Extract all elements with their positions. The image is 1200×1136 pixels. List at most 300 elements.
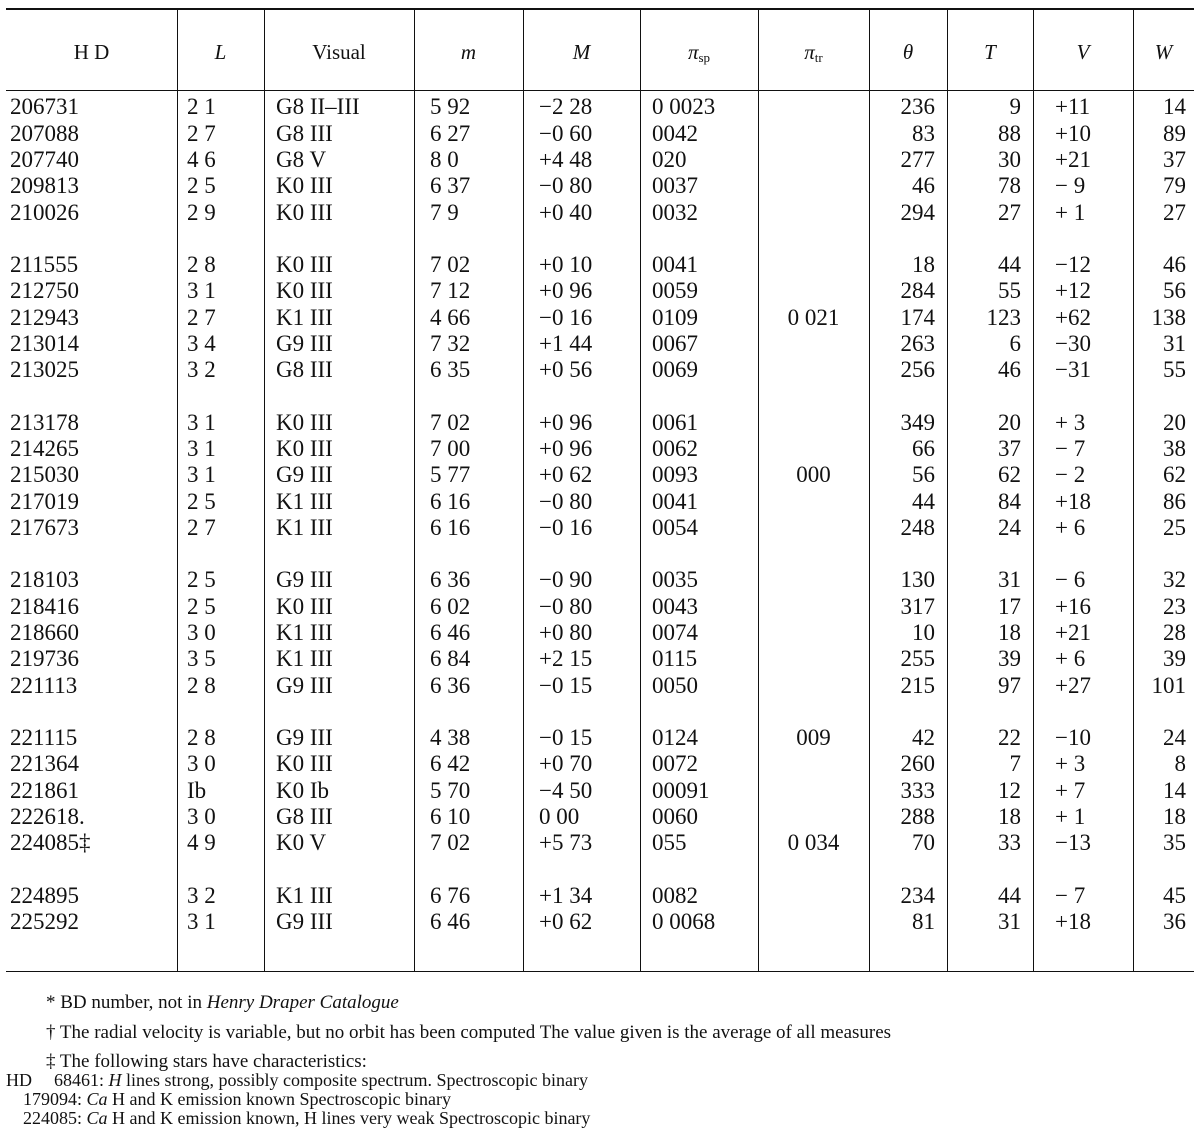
v-velocity-cell: − 2	[1055, 462, 1086, 488]
luminosity-class-cell: 3 5	[187, 646, 216, 672]
luminosity-class-cell: 3 0	[187, 620, 216, 646]
apparent-magnitude-cell: 6 42	[430, 751, 471, 777]
v-velocity-cell: + 7	[1055, 777, 1086, 803]
header-hd: H D	[73, 40, 110, 64]
visual-spectrum-cell: K0 III	[276, 593, 333, 619]
absolute-magnitude-cell: 0 00	[539, 804, 580, 830]
group-spacer	[6, 857, 1194, 883]
footnote-dagger: † The radial velocity is variable, but no orbit has been computed The value given is the average of all measures	[46, 1022, 892, 1043]
w-velocity-cell: 24	[1163, 725, 1186, 751]
absolute-magnitude-cell: +1 34	[539, 882, 593, 908]
hd-number-cell: 222618.	[10, 804, 85, 830]
absolute-magnitude-cell: −0 16	[539, 304, 593, 330]
trigonometric-parallax-cell	[758, 778, 869, 804]
theta-cell: 294	[900, 199, 935, 225]
header-m-apparent: m	[460, 40, 477, 64]
t-velocity-cell: 78	[998, 173, 1021, 199]
theta-cell: 46	[912, 173, 935, 199]
spectroscopic-parallax-cell: 0037	[652, 173, 698, 199]
spectroscopic-parallax-cell: 0109	[652, 304, 698, 330]
v-velocity-cell: + 3	[1055, 751, 1086, 777]
theta-cell: 255	[900, 646, 935, 672]
w-velocity-cell: 20	[1163, 409, 1186, 435]
spectroscopic-parallax-cell: 0069	[652, 357, 698, 383]
table-row	[6, 199, 1194, 225]
v-velocity-cell: + 6	[1055, 514, 1086, 540]
visual-spectrum-cell: K1 III	[276, 882, 333, 908]
luminosity-class-cell: 2 7	[187, 304, 216, 330]
absolute-magnitude-cell: +1 44	[539, 330, 593, 356]
spectroscopic-parallax-cell: 0060	[652, 804, 698, 830]
hd-number-cell: 218660	[10, 620, 79, 646]
apparent-magnitude-cell: 5 77	[430, 462, 471, 488]
theta-cell: 349	[900, 409, 935, 435]
luminosity-class-cell: 4 9	[187, 830, 216, 856]
theta-cell: 44	[912, 488, 935, 514]
absolute-magnitude-cell: +0 96	[539, 409, 593, 435]
apparent-magnitude-cell: 6 37	[430, 173, 471, 199]
w-velocity-cell: 46	[1163, 251, 1186, 277]
w-velocity-cell: 45	[1163, 882, 1186, 908]
theta-cell: 42	[912, 725, 935, 751]
t-velocity-cell: 46	[998, 357, 1021, 383]
visual-spectrum-cell: K1 III	[276, 514, 333, 540]
w-velocity-cell: 35	[1163, 830, 1186, 856]
trigonometric-parallax-cell	[758, 436, 869, 462]
hd-number-cell: 213014	[10, 330, 79, 356]
apparent-magnitude-cell: 7 12	[430, 278, 471, 304]
luminosity-class-cell: Ib	[187, 777, 207, 803]
visual-spectrum-cell: K0 Ib	[276, 777, 330, 803]
spectroscopic-parallax-cell: 0074	[652, 620, 698, 646]
apparent-magnitude-cell: 7 00	[430, 435, 471, 461]
table-row	[6, 567, 1194, 593]
group-spacer	[6, 541, 1194, 567]
table-row	[6, 252, 1194, 278]
v-velocity-cell: +10	[1055, 120, 1091, 146]
hd-number-cell: 217673	[10, 514, 79, 540]
absolute-magnitude-cell: −0 60	[539, 120, 593, 146]
group-spacer	[6, 383, 1194, 409]
t-velocity-cell: 44	[998, 882, 1021, 908]
hd-number-cell: 221364	[10, 751, 79, 777]
apparent-magnitude-cell: 7 02	[430, 830, 471, 856]
trigonometric-parallax-cell	[758, 252, 869, 278]
table-row	[6, 646, 1194, 672]
trigonometric-parallax-cell: 0 034	[787, 830, 840, 856]
spectroscopic-parallax-cell: 0 0068	[652, 909, 716, 935]
visual-spectrum-cell: K1 III	[276, 488, 333, 514]
trigonometric-parallax-cell	[758, 120, 869, 146]
v-velocity-cell: + 6	[1055, 646, 1086, 672]
table-row	[6, 515, 1194, 541]
theta-cell: 333	[900, 777, 935, 803]
spectroscopic-parallax-cell: 0082	[652, 882, 698, 908]
absolute-magnitude-cell: +2 15	[539, 646, 593, 672]
theta-cell: 260	[900, 751, 935, 777]
table-row	[6, 278, 1194, 304]
luminosity-class-cell: 4 6	[187, 146, 216, 172]
header-theta: θ	[902, 40, 914, 64]
t-velocity-cell: 22	[998, 725, 1021, 751]
header-m-absolute: M	[572, 40, 591, 64]
absolute-magnitude-cell: −0 90	[539, 567, 593, 593]
header-pi-tr: $\pi_{tr}$	[804, 40, 823, 65]
spectroscopic-parallax-cell: 0032	[652, 199, 698, 225]
w-velocity-cell: 56	[1163, 278, 1186, 304]
hd-number-cell: 209813	[10, 173, 79, 199]
hd-number-cell: 214265	[10, 435, 79, 461]
trigonometric-parallax-cell	[758, 331, 869, 357]
visual-spectrum-cell: K0 III	[276, 199, 333, 225]
t-velocity-cell: 39	[998, 646, 1021, 672]
absolute-magnitude-cell: −0 80	[539, 173, 593, 199]
t-velocity-cell: 88	[998, 120, 1021, 146]
w-velocity-cell: 32	[1163, 567, 1186, 593]
spectroscopic-parallax-cell: 0115	[652, 646, 698, 672]
star-data-table	[6, 94, 1194, 935]
absolute-magnitude-cell: −0 15	[539, 725, 593, 751]
table-row	[6, 147, 1194, 173]
apparent-magnitude-cell: 6 84	[430, 646, 471, 672]
hd-number-cell: 218416	[10, 593, 79, 619]
w-velocity-cell: 138	[1151, 304, 1186, 330]
spectroscopic-parallax-cell: 0072	[652, 751, 698, 777]
t-velocity-cell: 12	[998, 777, 1021, 803]
v-velocity-cell: −13	[1055, 830, 1091, 856]
v-velocity-cell: +12	[1055, 278, 1091, 304]
spectroscopic-parallax-cell: 0054	[652, 514, 698, 540]
v-velocity-cell: − 7	[1055, 435, 1086, 461]
w-velocity-cell: 62	[1163, 462, 1186, 488]
theta-cell: 234	[900, 882, 935, 908]
theta-cell: 215	[900, 672, 935, 698]
visual-spectrum-cell: K1 III	[276, 646, 333, 672]
table-row	[6, 725, 1194, 751]
apparent-magnitude-cell: 4 66	[430, 304, 471, 330]
spectroscopic-parallax-cell: 0067	[652, 330, 698, 356]
visual-spectrum-cell: G9 III	[276, 672, 333, 698]
t-velocity-cell: 7	[1009, 751, 1021, 777]
luminosity-class-cell: 2 1	[187, 94, 216, 120]
trigonometric-parallax-cell: 0 021	[787, 304, 840, 330]
visual-spectrum-cell: G9 III	[276, 725, 333, 751]
apparent-magnitude-cell: 6 16	[430, 514, 471, 540]
apparent-magnitude-cell: 7 02	[430, 251, 471, 277]
table-row	[6, 462, 1194, 488]
trigonometric-parallax-cell	[758, 751, 869, 777]
visual-spectrum-cell: K0 III	[276, 751, 333, 777]
luminosity-class-cell: 2 9	[187, 199, 216, 225]
luminosity-class-cell: 3 1	[187, 909, 216, 935]
w-velocity-cell: 89	[1163, 120, 1186, 146]
apparent-magnitude-cell: 5 70	[430, 777, 471, 803]
w-velocity-cell: 23	[1163, 593, 1186, 619]
header-w: W	[1154, 40, 1173, 64]
v-velocity-cell: + 3	[1055, 409, 1086, 435]
apparent-magnitude-cell: 4 38	[430, 725, 471, 751]
w-velocity-cell: 37	[1163, 146, 1186, 172]
theta-cell: 277	[900, 146, 935, 172]
table-row	[6, 304, 1194, 330]
w-velocity-cell: 79	[1163, 173, 1186, 199]
hd-number-cell: 219736	[10, 646, 79, 672]
spectroscopic-parallax-cell: 0043	[652, 593, 698, 619]
trigonometric-parallax-cell: 009	[796, 725, 831, 751]
trigonometric-parallax-cell	[758, 909, 869, 935]
luminosity-class-cell: 2 8	[187, 251, 216, 277]
spectroscopic-parallax-cell: 00091	[652, 777, 710, 803]
absolute-magnitude-cell: −0 80	[539, 593, 593, 619]
trigonometric-parallax-cell	[758, 357, 869, 383]
w-velocity-cell: 55	[1163, 357, 1186, 383]
hd-number-cell: 218103	[10, 567, 79, 593]
apparent-magnitude-cell: 6 36	[430, 567, 471, 593]
luminosity-class-cell: 3 0	[187, 804, 216, 830]
spectroscopic-parallax-cell: 0041	[652, 488, 698, 514]
absolute-magnitude-cell: +0 56	[539, 357, 593, 383]
t-velocity-cell: 18	[998, 804, 1021, 830]
luminosity-class-cell: 3 1	[187, 409, 216, 435]
visual-spectrum-cell: G8 III	[276, 120, 333, 146]
w-velocity-cell: 31	[1163, 330, 1186, 356]
header-rule	[6, 90, 1194, 91]
hd-number-cell: 221861	[10, 777, 79, 803]
table-row	[6, 94, 1194, 120]
t-velocity-cell: 55	[998, 278, 1021, 304]
header-visual: Visual	[312, 40, 366, 64]
absolute-magnitude-cell: −4 50	[539, 777, 593, 803]
table-row	[6, 909, 1194, 935]
absolute-magnitude-cell: +0 96	[539, 278, 593, 304]
v-velocity-cell: +16	[1055, 593, 1091, 619]
trigonometric-parallax-cell	[758, 567, 869, 593]
absolute-magnitude-cell: +5 73	[539, 830, 593, 856]
t-velocity-cell: 27	[998, 199, 1021, 225]
absolute-magnitude-cell: +0 62	[539, 909, 593, 935]
v-velocity-cell: +21	[1055, 146, 1091, 172]
w-velocity-cell: 38	[1163, 435, 1186, 461]
apparent-magnitude-cell: 7 9	[430, 199, 459, 225]
hd-number-cell: 206731	[10, 94, 79, 120]
theta-cell: 284	[900, 278, 935, 304]
hd-number-cell: 211555	[10, 251, 79, 277]
luminosity-class-cell: 2 8	[187, 725, 216, 751]
theta-cell: 288	[900, 804, 935, 830]
v-velocity-cell: + 1	[1055, 804, 1086, 830]
table-row	[6, 673, 1194, 699]
theta-cell: 83	[912, 120, 935, 146]
header-pi-sp: $\pi_{sp}$	[687, 40, 711, 65]
footnote-star-224085: 224085: Ca H and K emission known, H lines very weak Spectroscopic binary	[23, 1108, 591, 1128]
t-velocity-cell: 17	[998, 593, 1021, 619]
theta-cell: 174	[900, 304, 935, 330]
v-velocity-cell: −12	[1055, 251, 1091, 277]
visual-spectrum-cell: K0 III	[276, 409, 333, 435]
t-velocity-cell: 44	[998, 251, 1021, 277]
visual-spectrum-cell: G8 III	[276, 357, 333, 383]
spectroscopic-parallax-cell: 0041	[652, 251, 698, 277]
w-velocity-cell: 18	[1163, 804, 1186, 830]
trigonometric-parallax-cell	[758, 147, 869, 173]
apparent-magnitude-cell: 6 76	[430, 882, 471, 908]
theta-cell: 56	[912, 462, 935, 488]
luminosity-class-cell: 3 4	[187, 330, 216, 356]
visual-spectrum-cell: G8 II–III	[276, 94, 360, 120]
theta-cell: 236	[900, 94, 935, 120]
footnote-hd-label: HD	[6, 1070, 32, 1090]
spectroscopic-parallax-cell: 0 0023	[652, 94, 716, 120]
v-velocity-cell: +21	[1055, 620, 1091, 646]
luminosity-class-cell: 3 1	[187, 278, 216, 304]
group-spacer	[6, 699, 1194, 725]
spectroscopic-parallax-cell: 0042	[652, 120, 698, 146]
hd-number-cell: 213178	[10, 409, 79, 435]
v-velocity-cell: + 1	[1055, 199, 1086, 225]
hd-number-cell: 215030	[10, 462, 79, 488]
apparent-magnitude-cell: 6 27	[430, 120, 471, 146]
table-row	[6, 173, 1194, 199]
trigonometric-parallax-cell	[758, 883, 869, 909]
spectroscopic-parallax-cell: 0093	[652, 462, 698, 488]
table-row	[6, 804, 1194, 830]
spectroscopic-parallax-cell: 0124	[652, 725, 698, 751]
v-velocity-cell: +27	[1055, 672, 1091, 698]
v-velocity-cell: +62	[1055, 304, 1091, 330]
trigonometric-parallax-cell	[758, 594, 869, 620]
t-velocity-cell: 20	[998, 409, 1021, 435]
t-velocity-cell: 18	[998, 620, 1021, 646]
luminosity-class-cell: 3 1	[187, 435, 216, 461]
t-velocity-cell: 31	[998, 567, 1021, 593]
t-velocity-cell: 30	[998, 146, 1021, 172]
visual-spectrum-cell: G8 III	[276, 804, 333, 830]
table-bottom-rule	[6, 971, 1194, 972]
v-velocity-cell: −30	[1055, 330, 1091, 356]
table-row	[6, 436, 1194, 462]
spectroscopic-parallax-cell: 020	[652, 146, 687, 172]
visual-spectrum-cell: G9 III	[276, 330, 333, 356]
absolute-magnitude-cell: +0 62	[539, 462, 593, 488]
trigonometric-parallax-cell	[758, 620, 869, 646]
visual-spectrum-cell: K0 III	[276, 435, 333, 461]
hd-number-cell: 212943	[10, 304, 79, 330]
table-row	[6, 883, 1194, 909]
hd-number-cell: 221115	[10, 725, 78, 751]
trigonometric-parallax-cell	[758, 515, 869, 541]
table-top-rule	[6, 8, 1194, 10]
t-velocity-cell: 37	[998, 435, 1021, 461]
visual-spectrum-cell: G8 V	[276, 146, 327, 172]
theta-cell: 317	[900, 593, 935, 619]
t-velocity-cell: 24	[998, 514, 1021, 540]
trigonometric-parallax-cell	[758, 94, 869, 120]
w-velocity-cell: 101	[1151, 672, 1186, 698]
trigonometric-parallax-cell: 000	[796, 462, 831, 488]
apparent-magnitude-cell: 7 02	[430, 409, 471, 435]
footnote-star-68461: 68461: H lines strong, possibly composite spectrum. Spectroscopic binary	[54, 1070, 588, 1090]
hd-number-cell: 225292	[10, 909, 79, 935]
absolute-magnitude-cell: −0 15	[539, 672, 593, 698]
hd-number-cell: 207740	[10, 146, 79, 172]
luminosity-class-cell: 2 7	[187, 120, 216, 146]
w-velocity-cell: 25	[1163, 514, 1186, 540]
v-velocity-cell: +18	[1055, 909, 1091, 935]
footnote-asterisk: * BD number, not in Henry Draper Catalogue	[46, 992, 399, 1013]
trigonometric-parallax-cell	[758, 199, 869, 225]
t-velocity-cell: 62	[998, 462, 1021, 488]
apparent-magnitude-cell: 6 02	[430, 593, 471, 619]
luminosity-class-cell: 2 8	[187, 672, 216, 698]
table-row	[6, 488, 1194, 514]
v-velocity-cell: +11	[1055, 94, 1091, 120]
theta-cell: 10	[912, 620, 935, 646]
apparent-magnitude-cell: 7 32	[430, 330, 471, 356]
trigonometric-parallax-cell	[758, 646, 869, 672]
absolute-magnitude-cell: −0 16	[539, 514, 593, 540]
absolute-magnitude-cell: +4 48	[539, 146, 593, 172]
table-row	[6, 830, 1194, 856]
trigonometric-parallax-cell	[758, 673, 869, 699]
absolute-magnitude-cell: +0 70	[539, 751, 593, 777]
visual-spectrum-cell: K1 III	[276, 304, 333, 330]
luminosity-class-cell: 3 1	[187, 462, 216, 488]
visual-spectrum-cell: K0 V	[276, 830, 327, 856]
header-t: T	[984, 40, 996, 64]
trigonometric-parallax-cell	[758, 173, 869, 199]
v-velocity-cell: − 7	[1055, 882, 1086, 908]
luminosity-class-cell: 3 0	[187, 751, 216, 777]
spectroscopic-parallax-cell: 0059	[652, 278, 698, 304]
apparent-magnitude-cell: 5 92	[430, 94, 471, 120]
table-row	[6, 751, 1194, 777]
apparent-magnitude-cell: 6 36	[430, 672, 471, 698]
v-velocity-cell: − 6	[1055, 567, 1086, 593]
theta-cell: 256	[900, 357, 935, 383]
table-body	[6, 94, 1194, 935]
hd-number-cell: 224895	[10, 882, 79, 908]
w-velocity-cell: 39	[1163, 646, 1186, 672]
w-velocity-cell: 28	[1163, 620, 1186, 646]
apparent-magnitude-cell: 6 35	[430, 357, 471, 383]
table-row	[6, 594, 1194, 620]
theta-cell: 81	[912, 909, 935, 935]
spectroscopic-parallax-cell: 0062	[652, 435, 698, 461]
v-velocity-cell: −10	[1055, 725, 1091, 751]
t-velocity-cell: 97	[998, 672, 1021, 698]
v-velocity-cell: − 9	[1055, 173, 1086, 199]
w-velocity-cell: 14	[1163, 94, 1186, 120]
t-velocity-cell: 33	[998, 830, 1021, 856]
table-row	[6, 331, 1194, 357]
group-spacer	[6, 226, 1194, 252]
trigonometric-parallax-cell	[758, 804, 869, 830]
luminosity-class-cell: 2 7	[187, 514, 216, 540]
theta-cell: 66	[912, 435, 935, 461]
table-row	[6, 357, 1194, 383]
table-row	[6, 620, 1194, 646]
theta-cell: 130	[900, 567, 935, 593]
absolute-magnitude-cell: +0 40	[539, 199, 593, 225]
hd-number-cell: 212750	[10, 278, 79, 304]
hd-number-cell: 221113	[10, 672, 78, 698]
luminosity-class-cell: 2 5	[187, 593, 216, 619]
visual-spectrum-cell: G9 III	[276, 567, 333, 593]
visual-spectrum-cell: G9 III	[276, 909, 333, 935]
t-velocity-cell: 31	[998, 909, 1021, 935]
theta-cell: 18	[912, 251, 935, 277]
w-velocity-cell: 27	[1163, 199, 1186, 225]
